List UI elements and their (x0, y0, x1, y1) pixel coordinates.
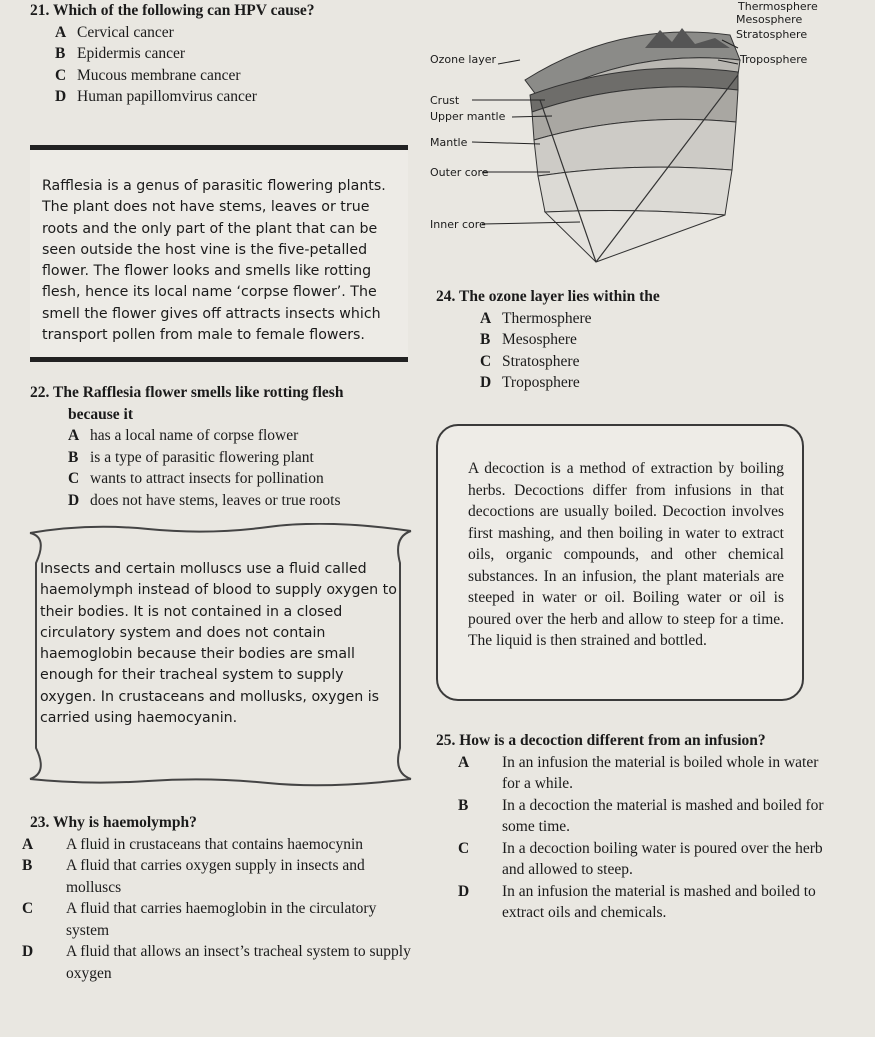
label-thermosphere: Thermosphere (738, 0, 818, 13)
haemolymph-passage (28, 523, 413, 788)
question-24 (436, 286, 816, 394)
question-stem-continued: because it (68, 405, 134, 423)
question-22 (30, 382, 420, 511)
label-crust: Crust (430, 94, 460, 107)
decoction-text: A decoction is a method of extraction by boiling herbs. Decoctions differ from infusions in that decoctions are usually boiled. Decoction involves first mashing, and then boiling in water to extract oils, organic compounds, and other chemical substances. In an infusion, the plant materials are steeped in water or oil. Boiling water or oil is poured over the herb and allow to steep for a time. The liquid is then strained and bottled. (468, 460, 784, 649)
label-stratosphere: Stratosphere (736, 28, 808, 41)
option-d[interactable]: D A fluid that allows an insect’s tracheal system to supply oxygen (22, 943, 411, 982)
option-c[interactable]: C Stratosphere (480, 352, 580, 370)
option-d[interactable]: D does not have stems, leaves or true roots (68, 491, 341, 509)
question-23 (22, 812, 415, 984)
question-number: 25. (436, 732, 456, 749)
question-stem: Which of the following can HPV cause? (52, 2, 315, 19)
option-b[interactable]: B is a type of parasitic flowering plant (68, 448, 314, 466)
option-a[interactable]: A Cervical cancer (55, 23, 174, 41)
question-number: 24. (436, 288, 456, 305)
option-c[interactable]: C In a decoction boiling water is poured over the herb and allowed to steep. (458, 839, 823, 878)
question-25 (436, 730, 826, 924)
label-outer-core: Outer core (430, 166, 489, 179)
label-troposphere: Troposphere (740, 53, 808, 66)
mantle-leader (472, 142, 540, 144)
question-stem: The ozone layer lies within the (458, 288, 660, 305)
option-b[interactable]: B Mesosphere (480, 331, 577, 348)
option-a[interactable]: A Thermosphere (480, 309, 592, 327)
option-c[interactable]: C A fluid that carries haemoglobin in the circulatory system (22, 900, 377, 939)
label-inner-core: Inner core (430, 218, 486, 231)
question-number: 21. (30, 2, 50, 19)
option-d[interactable]: D Human papillomvirus cancer (55, 88, 257, 105)
haemolymph-text: Insects and certain molluscs use a fluid called haemolymph instead of blood to supply oxygen to their bodies. It is not contained in a closed circulatory system and does not contain haemoglobin because their bodies are small enough for their tracheal system to supply oxygen. In crustaceans and mollusks, oxygen is carried using haemocyanin. (40, 561, 397, 727)
option-c[interactable]: C wants to attract insects for pollination (68, 470, 324, 487)
option-b[interactable]: B In a decoction the material is mashed and boiled for some time. (458, 796, 824, 835)
rafflesia-text: Rafflesia is a genus of parasitic flowering plants. The plant does not have stems, leaves or true roots and the only part of the plant that can be seen outside the host vine is the five-petalled flower. The flower looks and smells like rotting flesh, hence its local name ‘corpse flower’. The smell the flower gives off attracts insects which transport pollen from male to female flowers. (42, 178, 386, 344)
label-ozone-layer: Ozone layer (430, 53, 496, 66)
outer-core-layer (538, 167, 732, 215)
option-d[interactable]: D Troposphere (480, 374, 580, 391)
question-stem: How is a decoction different from an infusion? (459, 732, 766, 749)
earth-layers-diagram (420, 0, 860, 270)
question-stem: The Rafflesia flower smells like rotting flesh (52, 384, 344, 401)
label-upper-mantle: Upper mantle (430, 110, 506, 123)
question-21 (30, 0, 410, 108)
option-b[interactable]: B A fluid that carries oxygen supply in insects and molluscs (22, 857, 365, 896)
option-a[interactable]: A has a local name of corpse flower (68, 427, 299, 444)
label-mesosphere: Mesosphere (736, 13, 803, 26)
option-c[interactable]: C Mucous membrane cancer (55, 66, 241, 84)
ozone-leader (498, 60, 520, 64)
option-b[interactable]: B Epidermis cancer (55, 45, 186, 62)
rafflesia-passage (30, 145, 408, 362)
question-stem: Why is haemolymph? (52, 814, 197, 831)
option-d[interactable]: D In an infusion the material is mashed and boiled to extract oils and chemicals. (458, 882, 816, 921)
label-mantle: Mantle (430, 136, 468, 149)
option-a[interactable]: A In an infusion the material is boiled whole in water for a while. (458, 753, 819, 792)
question-number: 22. (30, 384, 50, 401)
decoction-passage (436, 424, 804, 701)
question-number: 23. (30, 814, 50, 831)
inner-core-layer (545, 211, 725, 262)
option-a[interactable]: A A fluid in crustaceans that contains haemocynin (22, 835, 363, 853)
